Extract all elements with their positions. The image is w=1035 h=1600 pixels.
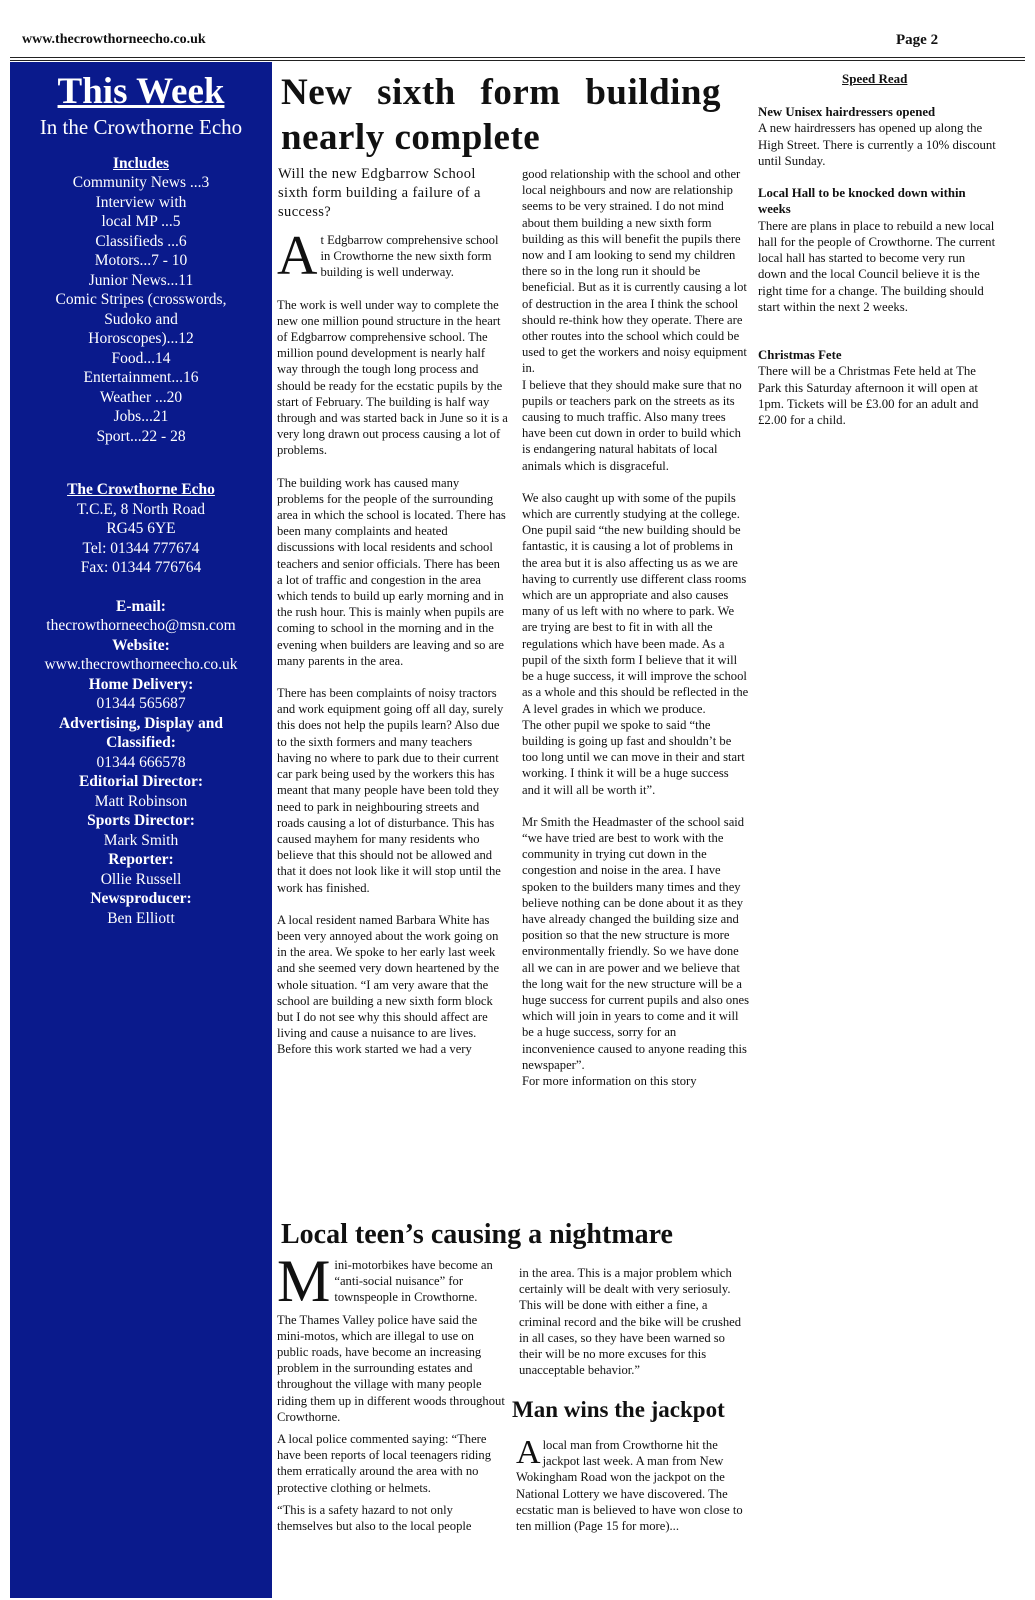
echo-heading: The Crowthorne Echo	[67, 481, 215, 498]
article2-paragraph: ini-motorbikes have become an “anti-social nuisance” for townspeople in Crowthorne.	[334, 1258, 493, 1305]
article-paragraph: I believe that they should make sure that no pupils or teachers park on the streets as its causing to much traffic. Also many trees have been cut down in order to build which is endangering natural habitats of local animals which is disgraceful.	[522, 377, 742, 473]
includes-heading: Includes	[113, 155, 169, 172]
includes-item: Jobs...21	[113, 408, 169, 425]
speed-read-body: There are plans in place to rebuild a new local hall for the people of Crowthorne. The current local hall has started to become very run down and the local Council believe it is the right time for a change. The building should start within the next 2 weeks.	[758, 218, 996, 315]
article3-body	[516, 1434, 746, 1550]
website-label: Website:	[112, 636, 170, 654]
speed-read-item	[758, 104, 996, 169]
speed-read-item	[758, 185, 996, 315]
drop-cap: A	[277, 225, 318, 287]
site-url: www.thecrowthorneecho.co.uk	[22, 32, 206, 47]
article-headline: New sixth form building nearly complete	[281, 72, 721, 158]
newsproducer-name: Ben Elliott	[107, 909, 175, 927]
article-paragraph: A local resident named Barbara White has been very annoyed about the work going on in the area. We spoke to her early last week and she seemed very down heartened by the whole situation. “I am very aware that the school are building a new sixth form block but I do not see why this should affect are living and cause a nuisance to are lives. Before this work started we had a very	[277, 912, 500, 1057]
includes-item: Sudoko and	[104, 310, 178, 328]
article-paragraph: The other pupil we spoke to said “the building is going up fast and shouldn’t be too long until we can move in their and start working. I think it will be a huge success and it will all be worth it”.	[522, 717, 745, 797]
fax-line: Fax: 01344 776764	[80, 559, 202, 576]
includes-item: local MP ...5	[101, 213, 181, 230]
article-paragraph: We also caught up with some of the pupils which are currently studying at the college. One pupil said “the new building should be fantastic, it is causing a lot of problems in the area but it is also affecting us as we are having to currently use different class rooms which are un appropriate and also causes many of us left with no where to park. We are trying are best to fit in with all the regulations which have been made. As a pupil of the sixth form I believe that it will be a huge success, it will improve the school as a whole and this should be reflected in the A level grades in which we produce.	[522, 490, 749, 716]
article-paragraph: The work is well under way to complete the new one million pound structure in the heart of Edgbarrow comprehensive school. The million pound development is nearly half way through the tough long process and should be ready for the ecstatic pupils by the start of February. The building is half way through and was started back in June so it is a very long drawn out process causing a lot of problems.	[277, 297, 508, 458]
address-line: RG45 6YE	[106, 520, 176, 537]
includes-item: Entertainment...16	[83, 369, 199, 386]
includes-item: Community News ...3	[72, 174, 210, 191]
editorial-name: Matt Robinson	[94, 792, 188, 810]
article2-headline: Local teen’s causing a nightmare	[281, 1219, 673, 1250]
header-rule	[10, 57, 1025, 61]
article-deck: Will the new Edgbarrow School sixth form building a failure of a success?	[278, 166, 481, 220]
article-paragraph: t Edgbarrow comprehensive school in Crowthorne the new sixth form building is well underway.	[320, 233, 499, 280]
email-label: E-mail:	[116, 597, 166, 615]
sports-name: Mark Smith	[103, 831, 179, 849]
includes-item: Horoscopes)...12	[88, 330, 194, 347]
article3-headline: Man wins the jackpot	[512, 1397, 725, 1422]
sports-label: Sports Director:	[87, 812, 195, 829]
article-column-1	[277, 225, 508, 1074]
includes-item: Junior News...11	[88, 271, 194, 289]
includes-item: Classifieds ...6	[95, 232, 187, 250]
includes-item: Sport...22 - 28	[96, 427, 186, 445]
reporter-name: Ollie Russell	[100, 870, 182, 888]
article-paragraph: There has been complaints of noisy tractors and work equipment going off all day, surely this does not help the pupils learn? Also due to the sixth formers and many teachers having no where to park due to their current car park being used by the workers this has meant that many people have been told they need to park in neighbouring streets and roads causing a lot of disturbance. This has caused mayhem for many residents who believe that this should not be allowed and that it does not look like it will stop until the work has finished.	[277, 686, 504, 895]
article2-column-2	[519, 1265, 745, 1394]
speed-read-body: A new hairdressers has opened up along the High Street. There is currently a 10% discount until Sunday.	[758, 121, 996, 168]
sidebar	[10, 62, 274, 1598]
website-address[interactable]: www.thecrowthorneecho.co.uk	[44, 656, 238, 673]
article2-column-1	[277, 1248, 506, 1550]
article3-paragraph: local man from Crowthorne hit the jackpot last week. A man from New Wokingham Road won the jackpot on the National Lottery we have discovered. The ecstatic man is believed to have won close to ten million (Page 15 for more)...	[516, 1438, 743, 1534]
phone-line: Tel: 01344 777674	[82, 539, 200, 557]
page-number: Page 2	[896, 32, 939, 48]
newsproducer-label: Newsproducer:	[90, 890, 192, 907]
article2-paragraph: “This is a safety hazard to not only themselves but also to the local people	[277, 1502, 472, 1534]
editorial-label: Editorial Director:	[78, 773, 204, 790]
drop-cap: M	[277, 1248, 331, 1314]
advertising-label: Advertising, Display and	[58, 714, 224, 732]
includes-item: Comic Stripes (crosswords,	[55, 291, 227, 308]
includes-item: Weather ...20	[99, 388, 183, 406]
sidebar-subtitle: In the Crowthorne Echo	[39, 115, 243, 139]
sidebar-title: This Week	[57, 71, 225, 112]
advertising-number: 01344 666578	[96, 753, 186, 771]
article-paragraph: good relationship with the school and other local neighbours and now are relationship seems to be very strained. I do not mind about them building a new sixth form building as this will benefit the pupils there now and I am looking to send my children there so in the long run it should be beneficial. But as it is currently causing a lot of destruction in the area I think the school should re-think how they operate. There are other routes into the school which could be used to get the workers and noisy equipment in.	[522, 167, 747, 376]
address-line: T.C.E, 8 North Road	[76, 500, 205, 518]
reporter-label: Reporter:	[108, 851, 174, 868]
delivery-number: 01344 565687	[96, 695, 186, 712]
article-paragraph: The building work has caused many problems for the people of the surrounding area in which the school is located. There has been many complaints and heated discussions with local residents and school teachers and senior officials. There has been a lot of traffic and congestion in the area which tends to build up early morning and in the rush hour. This is mainly when pupils are coming to school in the morning and in the evening when builders are leaving and so are many parents in the area.	[277, 475, 506, 668]
drop-cap: A	[516, 1434, 541, 1471]
includes-item: Food...14	[111, 349, 171, 367]
article-continuation: For more information on this story	[522, 1073, 697, 1088]
article2-paragraph: The Thames Valley police have said the mini-motos, which are illegal to use on public roads, have become an increasing problem in the surrounding estates and throughout the village with many people riding them up in different woods throughout Crowthorne.	[277, 1312, 505, 1424]
speed-read-title: Christmas Fete	[758, 348, 842, 362]
speed-read-title: New Unisex hairdressers opened	[758, 105, 936, 119]
email-address[interactable]: thecrowthorneecho@msn.com	[46, 617, 236, 634]
speed-read-body: There will be a Christmas Fete held at The Park this Saturday afternoon it will open at 1pm. Tickets will be £3.00 for an adult and £2.00 for a child.	[758, 364, 979, 428]
article2-paragraph: A local police commented saying: “There have been reports of local teenagers riding them erratically around the area with no protective clothing or helmets.	[277, 1432, 492, 1495]
speed-read-title: Local Hall to be knocked down within weeks	[758, 186, 966, 217]
article2-paragraph: in the area. This is a major problem which certainly will be dealt with very seriosuly. This will be done with either a fine, a criminal record and the bike will be crushed in all cases, so they have been warned so their will be no more excuses for this unacceptable behavior.”	[519, 1266, 742, 1378]
speed-read-item	[758, 347, 996, 428]
includes-item: Motors...7 - 10	[94, 252, 188, 269]
article-paragraph: Mr Smith the Headmaster of the school said “we have tried are best to work with the community in trying cut down in the congestion and noise in the area. I have spoken to the builders many times and they believe nothing can be done about it as they have already changed the building size and position so that the new structure is more environmentally friendly. So we have done all we can in are power and we believe that the long wait for the new structure will be a huge success for current pupils and also ones which will join in years to come and it will be a huge success, sorry for an inconvenience caused to anyone reading this newspaper”.	[522, 814, 749, 1072]
article-column-2	[522, 166, 750, 1105]
advertising-label-2: Classified:	[106, 734, 176, 751]
speed-read-heading: Speed Read	[842, 71, 908, 86]
includes-item: Interview with	[95, 193, 187, 211]
delivery-label: Home Delivery:	[88, 675, 194, 693]
